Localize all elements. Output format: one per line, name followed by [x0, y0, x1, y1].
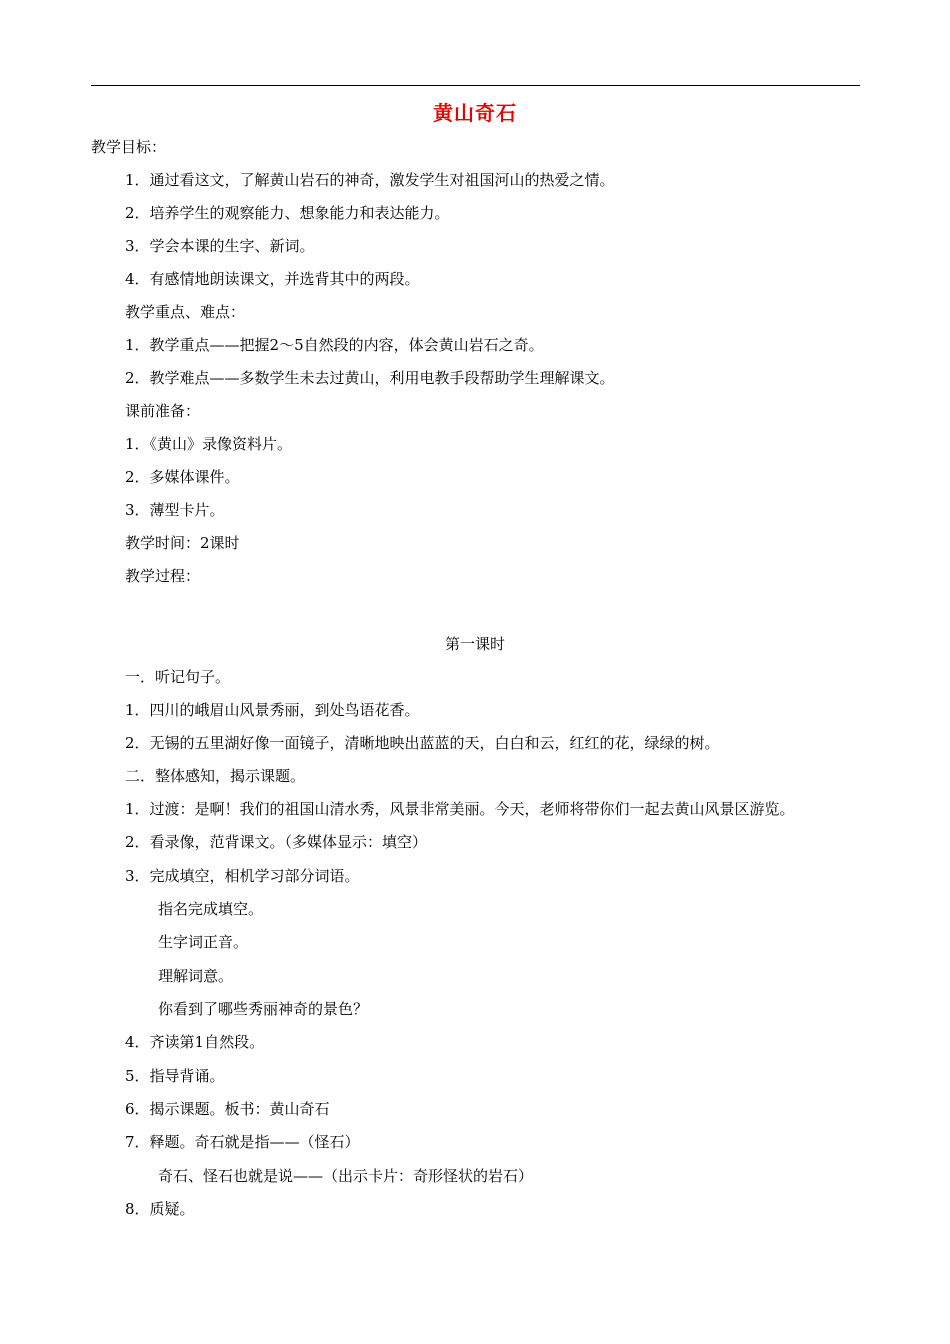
text-line: 1．四川的峨眉山风景秀丽，到处鸟语花香。 [125, 701, 420, 719]
text-line: 2．教学难点——多数学生未去过黄山，利用电教手段帮助学生理解课文。 [125, 369, 615, 387]
text-line: 4．有感情地朗读课文，并选背其中的两段。 [125, 270, 420, 288]
text-line: 2．看录像，范背课文。（多媒体显示：填空） [125, 833, 428, 851]
text-line: 1．教学重点——把握2～5自然段的内容，体会黄山岩石之奇。 [125, 336, 544, 354]
text-line: 生字词正音。 [158, 933, 249, 951]
page-title: 黄山奇石 [433, 101, 517, 125]
text-line: 2．无锡的五里湖好像一面镜子，清晰地映出蓝蓝的天，白白和云，红红的花，绿绿的树。 [125, 734, 720, 752]
text-line: 1．通过看这文，了解黄山岩石的神奇，激发学生对祖国河山的热爱之情。 [125, 171, 615, 189]
section-heading: 第一课时 [444, 635, 505, 653]
text-line: 6．揭示课题。板书：黄山奇石 [125, 1100, 330, 1118]
text-line: 5．指导背诵。 [125, 1067, 225, 1085]
text-line: 2．多媒体课件。 [125, 468, 240, 486]
text-line: 2．培养学生的观察能力、想象能力和表达能力。 [125, 204, 450, 222]
text-line: 1．《黄山》录像资料片。 [125, 435, 293, 453]
top-rule [91, 85, 860, 86]
text-line: 课前准备： [125, 402, 201, 420]
text-line: 奇石、怪石也就是说——（出示卡片：奇形怪状的岩石） [158, 1167, 534, 1185]
text-line: 指名完成填空。 [158, 900, 264, 918]
text-line: 教学目标： [91, 138, 167, 156]
text-line: 1．过渡：是啊！我们的祖国山清水秀，风景非常美丽。今天，老师将带你们一起去黄山风景区游览。 [125, 800, 795, 818]
text-line: 理解词意。 [158, 967, 234, 985]
text-line: 3．学会本课的生字、新词。 [125, 237, 315, 255]
text-line: 教学时间：2课时 [125, 534, 240, 552]
text-line: 3．薄型卡片。 [125, 501, 225, 519]
text-line: 3．完成填空，相机学习部分词语。 [125, 867, 360, 885]
text-line: 二．整体感知，揭示课题。 [125, 767, 306, 785]
text-line: 4．齐读第1自然段。 [125, 1033, 265, 1051]
text-line: 一．听记句子。 [125, 668, 231, 686]
text-line: 7．释题。奇石就是指——（怪石） [125, 1133, 360, 1151]
text-line: 教学重点、难点： [125, 303, 246, 321]
text-line: 你看到了哪些秀丽神奇的景色？ [158, 1000, 369, 1018]
text-line: 8．质疑。 [125, 1200, 195, 1218]
text-line: 教学过程： [125, 567, 201, 585]
